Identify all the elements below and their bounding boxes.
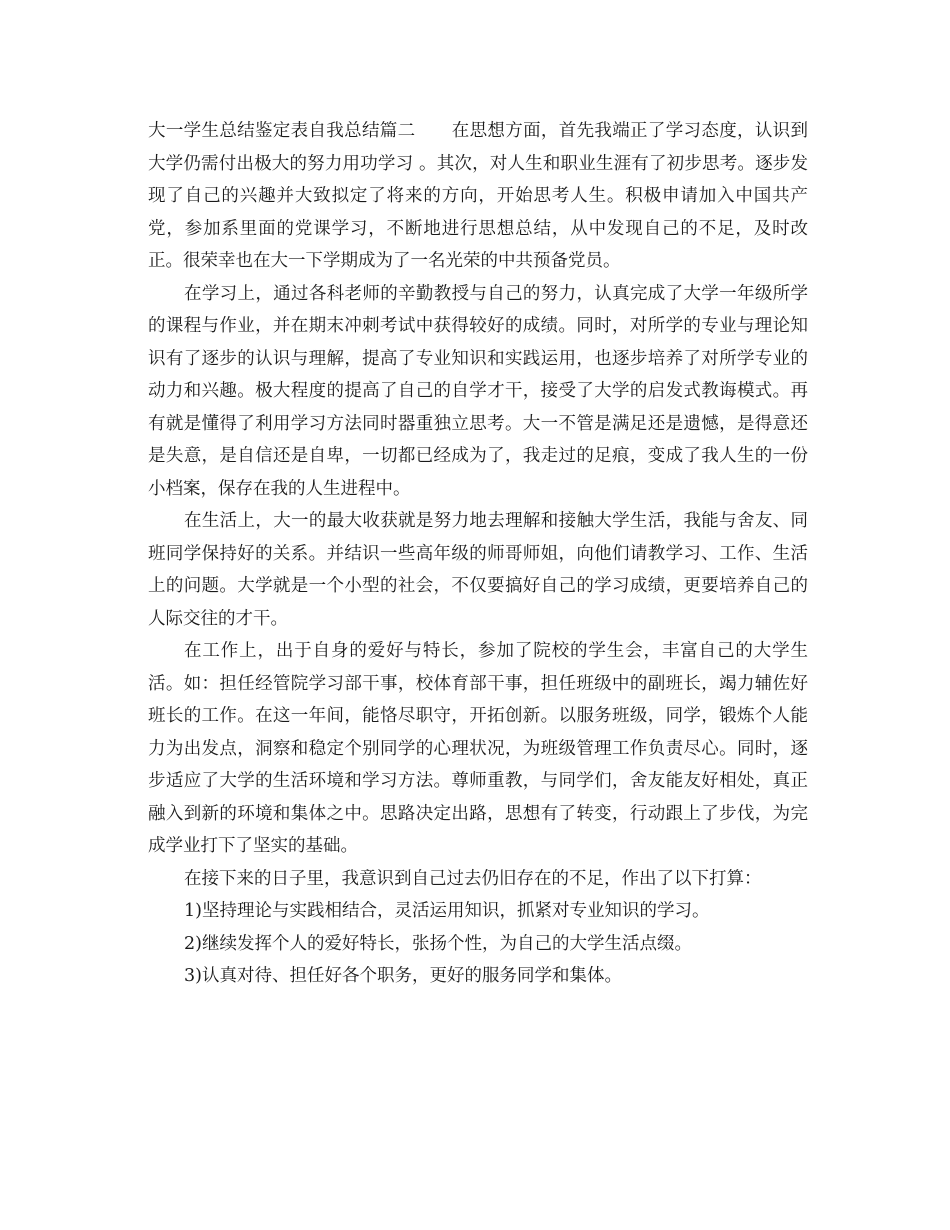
document-title: 大一学生总结鉴定表自我总结篇二 xyxy=(148,121,416,141)
document-body xyxy=(148,115,808,993)
plan-item-3: 3)认真对待、担任好各个职务，更好的服务同学和集体。 xyxy=(184,966,622,986)
paragraph-plans-intro: 在接下来的日子里，我意识到自己过去仍旧存在的不足，作出了以下打算： xyxy=(184,868,762,889)
paragraph-thought: 在思想方面，首先我端正了学习态度，认识到大学仍需付出极大的努力用功学习 。其次，对人生和职业生涯有了初步思考。逐步发现了自己的兴趣并大致拟定了将来的方向，开始思考人生。积极申请加入中国共产党，参加系里面的党课学习，不断地进行思想总结，从中发现自己的不足，及时改正。很荣幸也在大一下学期成为了一名光荣的中共预备党员。 xyxy=(148,121,809,271)
plan-item-2: 2)继续发挥个人的爱好特长，张扬个性，为自己的大学生活点缀。 xyxy=(184,933,692,954)
paragraph-work: 在工作上，出于自身的爱好与特长，参加了院校的学生会，丰富自己的大学生活。如：担任经管院学习部干事，校体育部干事，担任班级中的副班长，竭力辅佐好班长的工作。在这一年间，能恪尽职守，开拓创新。以服务班级，同学，锻炼个人能力为出发点，洞察和稳定个别同学的心理状况，为班级管理工作负责尽心。同时，逐步适应了大学的生活环境和学习方法。尊师重教，与同学们，舍友能友好相处，真正融入到新的环境和集体之中。思路决定出路，思想有了转变，行动跟上了步伐，为完成学业打下了坚实的基础。 xyxy=(148,641,808,856)
plan-item-1: 1)坚持理论与实践相结合，灵活运用知识，抓紧对专业知识的学习。 xyxy=(184,901,710,921)
intro-paragraph xyxy=(148,115,808,278)
paragraph-study: 在学习上，通过各科老师的辛勤教授与自己的努力，认真完成了大学一年级所学的课程与作业，并在期末冲刺考试中获得较好的成绩。同时，对所学的专业与理论知识有了逐步的认识与理解，提高了专业知识和实践运用，也逐步培养了对所学专业的动力和兴趣。极大程度的提高了自己的自学才干，接受了大学的启发式教诲模式。再有就是懂得了利用学习方法同时器重独立思考。大一不管是满足还是遗憾，是得意还是失意，是自信还是自卑，一切都已经成为了，我走过的足痕，变成了我人生的一份小档案，保存在我的人生进程中。 xyxy=(148,283,808,499)
paragraph-life: 在生活上，大一的最大收获就是努力地去理解和接触大学生活，我能与舍友、同班同学保持好的关系。并结识一些高年级的师哥师姐，向他们请教学习、工作、生活上的问题。大学就是一个小型的社会，不仅要搞好自己的学习成绩，更要培养自己的人际交往的才干。 xyxy=(148,511,808,629)
